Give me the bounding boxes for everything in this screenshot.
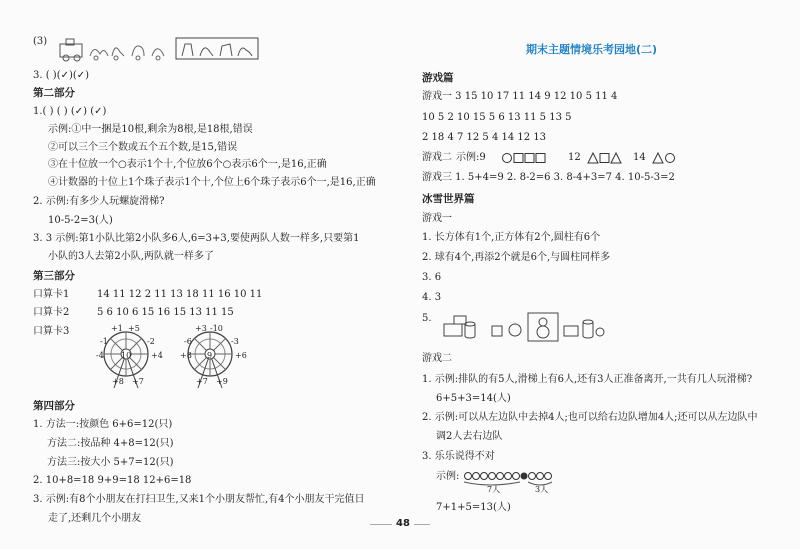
ice-s3-answer: 7+1+5=13(人)	[436, 502, 511, 513]
part3-heading: 第三部分	[33, 270, 75, 282]
card3-label: 口算卡3	[33, 326, 70, 337]
card1-label: 口算卡1	[33, 289, 70, 300]
part2-q2-answer: 10-5-2=3(人)	[48, 215, 113, 226]
wheel2-label-top-right: -10	[210, 324, 223, 333]
part2-q3-line1: 3. 3 示例:第1小队比第2小队多6人,6=3+3,要使两队人数一样多,只要第1	[33, 233, 360, 244]
part2-example-c: ③在十位放一个○表示1个十,个位放6个○表示6个一,是16,正确	[48, 159, 327, 170]
ice-s1-answer: 6+5+3=14(人)	[436, 393, 511, 404]
ice-sub1: 游戏一	[422, 213, 452, 224]
wheel2-label-bottom-right: +9	[216, 377, 228, 386]
part4-q1-c: 方法三:按大小 5+7=12(只)	[47, 457, 174, 468]
queue-label-3: 3人	[535, 485, 549, 494]
game2-number-1: 12	[568, 152, 581, 163]
game1-line3: 2 18 4 7 12 5 4 14 12 13	[422, 132, 547, 143]
ice-q1: 1. 长方体有1个,正方体有2个,圆柱有6个	[422, 232, 601, 243]
ice-q4: 4. 3	[422, 292, 442, 303]
part4-q3-line1: 3. 示例:有8个小朋友在打扫卫生,又来1个小朋友帮忙,有4个小朋友干完值日	[33, 494, 365, 505]
toy-train-illustration	[60, 36, 260, 62]
wheel2-label-bottom-left: +7	[196, 377, 208, 386]
wheel1-label-bottom-right: +7	[132, 377, 144, 386]
ice-sub2: 游戏二	[422, 353, 452, 364]
wheel1-label-top-left: +1	[111, 324, 123, 333]
game1-line2: 10 5 2 10 15 5 6 13 11 5 13 5	[422, 112, 572, 123]
ice-s1-line1: 1. 示例:排队的有5人,滑梯上有6人,还有3人正准备离开,一共有几人玩滑梯?	[422, 374, 753, 385]
part2-heading: 第二部分	[33, 87, 75, 99]
part2-q3-line2: 小队的3人去第2小队,两队就一样多了	[48, 251, 214, 262]
wheel1-label-right-upper: -2	[147, 337, 155, 346]
game2-example: 示例:9	[456, 152, 486, 163]
queue-label-7: 7人	[487, 485, 501, 494]
wheel1-center: 10	[121, 351, 132, 360]
game2-number-2: 14	[633, 152, 646, 163]
wheel2-label-right: +6	[235, 351, 247, 360]
card2-label: 口算卡2	[33, 307, 70, 318]
part4-q1-a: 1. 方法一:按颜色 6+6=12(只)	[33, 419, 173, 430]
right-page-title: 期末主题情境乐考园地(二)	[526, 43, 658, 56]
part4-q1-b: 方法二:按品种 4+8=12(只)	[47, 438, 174, 449]
wheel2-label-top-left: +3	[195, 324, 207, 333]
ice-q2: 2. 球有4个,再添2个就是6个,与圆柱同样多	[422, 252, 611, 263]
wheel2-label-left: +8	[180, 351, 192, 360]
ice-q5: 5.	[422, 313, 432, 324]
game-section-heading: 游戏篇	[422, 72, 454, 84]
ice-s3-example: 示例:	[436, 471, 460, 482]
ice-s3: 3. 乐乐说得不对	[422, 451, 495, 462]
game1-line1: 游戏一 3 15 10 17 11 14 9 12 10 5 11 4	[422, 91, 618, 102]
ice-section-heading: 冰雪世界篇	[422, 193, 475, 205]
game2-shapes-2	[588, 152, 624, 164]
wheel2-center: 9	[207, 351, 213, 360]
game2-shapes-1	[502, 152, 552, 164]
ice-s2-line2: 调2人去右边队	[436, 431, 503, 442]
wheel1-label-left: -4	[96, 351, 104, 360]
top-label: (3)	[33, 36, 48, 47]
wheel1-label-left-upper: -1	[100, 337, 108, 346]
part2-example-a: 示例:①中一捆是10根,剩余为8根,是18根,错误	[48, 124, 253, 135]
part2-example-b: ②可以三个三个数或五个五个数,是15,错误	[48, 142, 238, 153]
exercise-3-answers: 3. ( )(✓)(✓)	[33, 70, 90, 81]
card2-values: 5 6 10 6 15 16 15 13 11 15	[97, 307, 234, 318]
ice-q3: 3. 6	[422, 272, 442, 283]
wheel1-label-right: +4	[151, 351, 163, 360]
game2-label: 游戏二	[422, 152, 452, 163]
ice-s2-line1: 2. 示例:可以从左边队中去掉4人;也可以给右边队增加4人;还可以从左边队中	[422, 412, 758, 423]
part4-q2: 2. 10+8=18 9+9=18 12+6=18	[33, 475, 192, 486]
wheel1-label-top-right: +5	[128, 324, 140, 333]
wheel2-label-left-upper: -6	[184, 337, 192, 346]
part2-q2: 2. 示例:有多少人玩螺旋滑梯?	[33, 196, 165, 207]
wheel2-label-right-upper: -3	[231, 337, 239, 346]
part2-q1: 1.( ) ( ) (✓) (✓)	[33, 106, 107, 117]
game3-line: 游戏三 1. 5+4=9 2. 8-2=6 3. 8-4+3=7 4. 10-5-3=2	[422, 172, 675, 183]
game2-shapes-3	[653, 152, 677, 164]
part4-q3-line2: 走了,还剩几个小朋友	[48, 513, 142, 524]
wheel1-label-bottom-left: +8	[112, 377, 124, 386]
ice-q5-shapes-illustration	[440, 312, 605, 342]
page-number: 48	[392, 518, 414, 530]
card1-values: 14 11 12 2 11 13 18 11 16 10 11	[97, 289, 263, 300]
part2-example-d: ④计数器的十位上1个珠子表示1个十,个位上6个珠子表示6个一,是16,正确	[48, 177, 376, 188]
part4-heading: 第四部分	[33, 400, 75, 412]
